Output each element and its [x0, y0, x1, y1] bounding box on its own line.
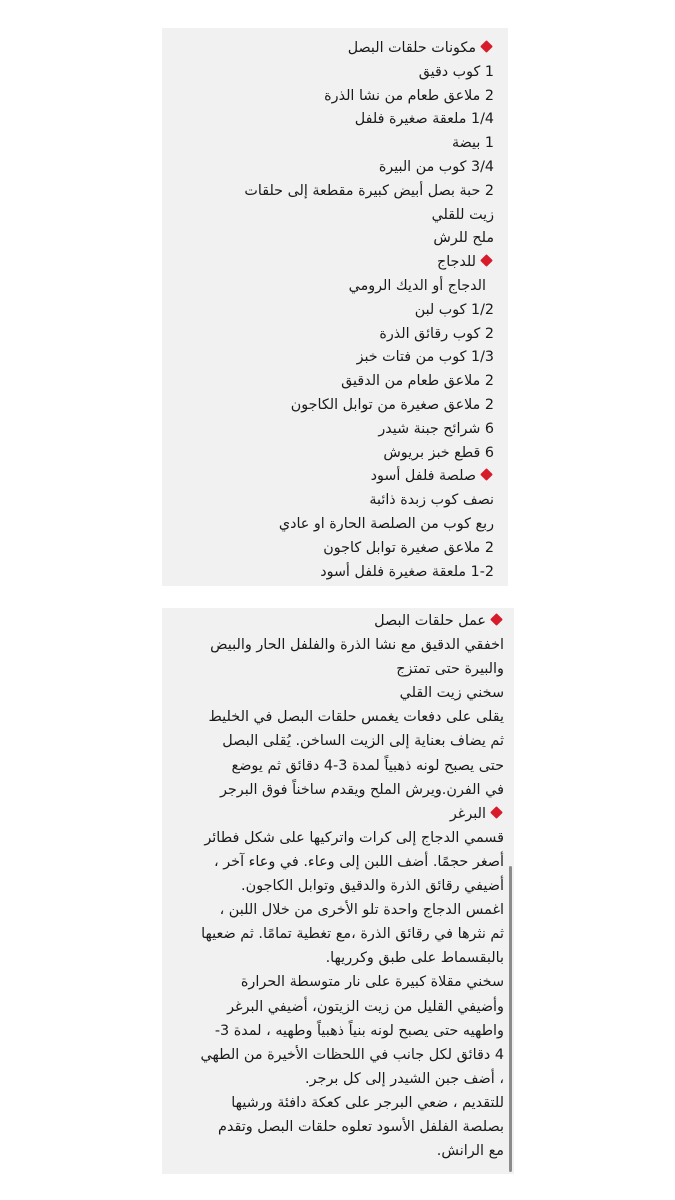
- method-line: بصلصة الفلفل الأسود تعلوه حلقات البصل وتقدم: [218, 1118, 504, 1135]
- method-line: مع الرانش.: [436, 1143, 504, 1160]
- ingredient-line: 2 ملاعق صغيرة من توابل الكاجون: [290, 396, 494, 413]
- method-line: بالبقسماط على طبق وكرريها.: [325, 950, 504, 967]
- ingredient-line: 2 كوب رقائق الذرة: [379, 325, 494, 342]
- method-line: قسمي الدجاج إلى كرات واتركيها على شكل فطائر: [204, 829, 504, 846]
- ingredient-line: نصف كوب زبدة ذائبة: [369, 492, 494, 509]
- ingredient-line: 6 شرائح جبنة شيدر: [378, 420, 494, 437]
- diamond-bullet-icon: [490, 613, 503, 626]
- section-heading: للدجاج: [168, 251, 494, 275]
- diamond-bullet-icon: [480, 468, 493, 481]
- vertical-scrollbar[interactable]: [509, 866, 512, 1172]
- method-line: أضيفي رقائق الذرة والدقيق وتوابل الكاجون.: [241, 878, 504, 895]
- ingredient-line: 1/3 كوب من فتات خبز: [356, 349, 494, 366]
- diamond-bullet-icon: [490, 806, 503, 819]
- method-line: ، أضف جبن الشيدر إلى كل برجر.: [305, 1070, 504, 1087]
- ingredient-line: 1 بيضة: [451, 135, 494, 152]
- method-line: اغمس الدجاج واحدة تلو الأخرى من خلال اللبن ،: [219, 902, 504, 919]
- ingredient-line: ربع كوب من الصلصة الحارة او عادي: [278, 515, 494, 532]
- method-line: اخفقي الدقيق مع نشا الذرة والفلفل الحار والبيض: [210, 637, 504, 654]
- ingredient-line: زيت للقلي: [431, 206, 494, 223]
- method-line: ثم نثرها في رقائق الذرة ،مع تغطية تمامًا. ثم ضعيها: [201, 926, 504, 943]
- ingredients-note: [162, 28, 508, 586]
- ingredient-line: 1 كوب دقيق: [418, 63, 494, 80]
- ingredient-line: 1/2 كوب لبن: [414, 301, 494, 318]
- ingredient-line: 3/4 كوب من البيرة: [378, 158, 494, 175]
- method-line: واطهيه حتى يصبح لونه بنياً ذهبياً وطهيه ، لمدة 3-: [214, 1022, 504, 1039]
- section-heading: البرغر: [168, 802, 504, 826]
- ingredient-line: 2 ملاعق طعام من الدقيق: [341, 373, 494, 390]
- method-line: يقلى على دفعات يغمس حلقات البصل في الخليط: [208, 709, 504, 726]
- section-heading: صلصة فلفل أسود: [168, 465, 494, 489]
- method-note: [162, 608, 514, 1174]
- method-line: في الفرن.ويرش الملح ويقدم ساخناً فوق البرجر: [219, 781, 504, 798]
- method-line: سخني زيت القلي: [399, 685, 504, 702]
- ingredient-line: ملح للرش: [433, 230, 494, 247]
- ingredient-line: الدجاج أو الديك الرومي: [348, 277, 486, 294]
- method-line: ثم يضاف بعناية إلى الزيت الساخن. يُقلى البصل: [222, 733, 504, 750]
- ingredient-line: 1/4 ملعقة صغيرة فلفل: [354, 111, 494, 128]
- diamond-bullet-icon: [480, 40, 493, 53]
- method-line: 4 دقائق لكل جانب في اللحظات الأخيرة من الطهي: [200, 1046, 504, 1063]
- method-line: والبيرة حتى تمتزج: [396, 661, 504, 678]
- section-heading: عمل حلقات البصل: [168, 609, 504, 633]
- ingredient-line: 1-2 ملعقة صغيرة فلفل أسود: [320, 563, 494, 580]
- ingredient-line: 2 ملاعق صغيرة توابل كاجون: [323, 539, 494, 556]
- ingredient-line: 2 ملاعق طعام من نشا الذرة: [324, 87, 494, 104]
- ingredient-line: 6 قطع خبز بريوش: [383, 444, 494, 461]
- method-line: حتى يصبح لونه ذهبياً لمدة 3-4 دقائق ثم يوضع: [231, 757, 504, 774]
- section-heading: مكونات حلقات البصل: [168, 37, 494, 61]
- method-line: سخني مقلاة كبيرة على نار متوسطة الحرارة: [240, 974, 504, 991]
- method-line: للتقديم ، ضعي البرجر على كعكة دافئة ورشيها: [231, 1094, 504, 1111]
- ingredient-line: 2 حبة بصل أبيض كبيرة مقطعة إلى حلقات: [244, 182, 494, 199]
- method-line: وأضيفي القليل من زيت الزيتون، أضيفي البرغر: [227, 998, 504, 1015]
- method-line: أصغر حجمًا. أضف اللبن إلى وعاء. في وعاء آخر ،: [214, 853, 504, 870]
- diamond-bullet-icon: [480, 254, 493, 267]
